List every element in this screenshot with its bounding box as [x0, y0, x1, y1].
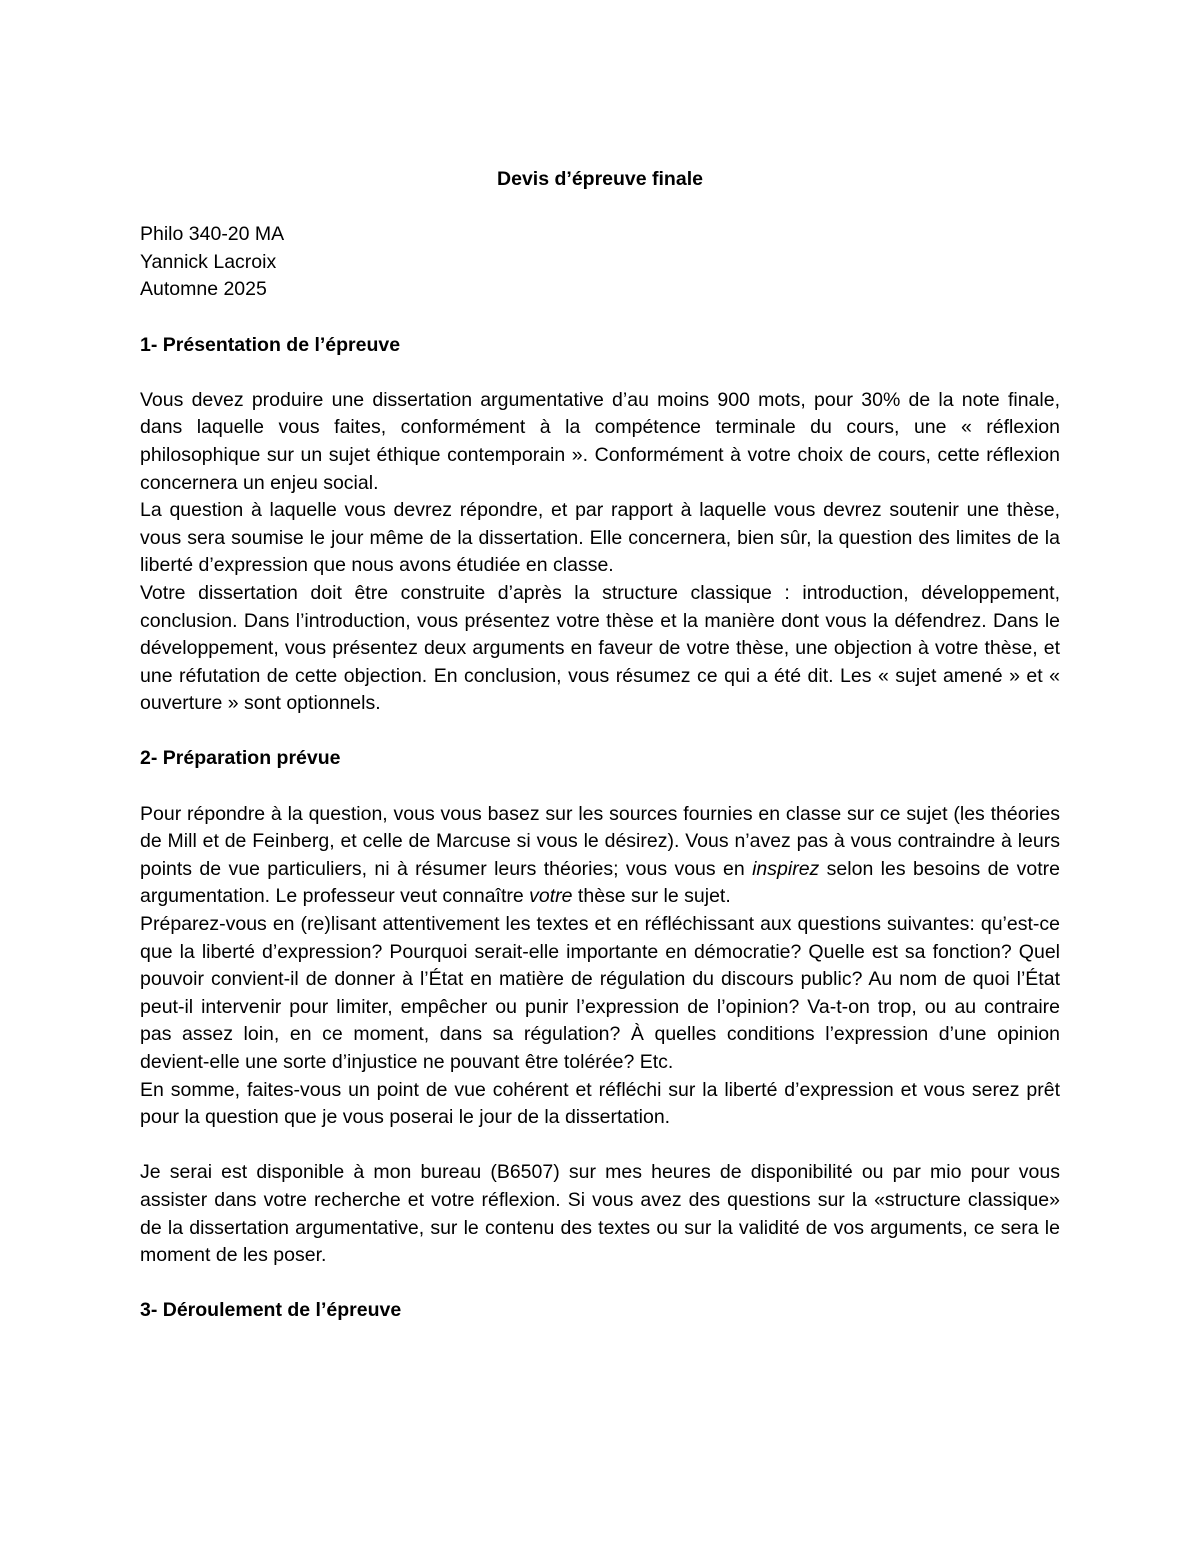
paragraph: La question à laquelle vous devrez répondre, et par rapport à laquelle vous devrez soutenir une thèse, vous sera soumise le jour même de la dissertation. Elle concernera, bien sûr, la question des limites de la liberté d’expression que nous avons étudiée en classe. — [140, 499, 1060, 577]
text-run: Pour répondre à la question, vous vous basez sur les sources fournies en classe sur ce sujet (les théories de Mill et de Feinberg, et celle de Marcuse si vous le désirez). Vous n’avez pas à vous contraindre à leurs points de vue particuliers, ni à résumer leurs théories; vous vous en — [140, 802, 1060, 880]
blank-line — [140, 1270, 1060, 1298]
section-heading-deroulement: 3- Déroulement de l’épreuve — [140, 1299, 402, 1322]
paragraph: En somme, faites-vous un point de vue cohérent et réfléchi sur la liberté d’expression et vous serez prêt pour la question que je vous poserai le jour de la dissertation. — [140, 1078, 1060, 1129]
paragraph: Je serai est disponible à mon bureau (B6507) sur mes heures de disponibilité ou par mio pour vous assister dans votre recherche et votre réflexion. Si vous avez des questions sur la «structure classique» de la dissertation argumentative, sur le contenu des textes ou sur la validité de vos arguments, ce sera le moment de les poser. — [140, 1161, 1060, 1267]
paragraph: Votre dissertation doit être construite d’après la structure classique : introduction, développement, conclusion. Dans l’introduction, vous présentez votre thèse et la manière dont vous la défendrez. Dans le développement, vous présentez deux arguments en faveur de votre thèse, une objection à votre thèse, et une réfutation de cette objection. En conclusion, vous résumez ce qui a été dit. Les « sujet amené » et « ouverture » sont optionnels. — [140, 581, 1060, 715]
blank-line — [140, 1132, 1060, 1160]
paragraph: Vous devez produire une dissertation argumentative d’au moins 900 mots, pour 30% de la note finale, dans laquelle vous faites, conformément à la compétence terminale du cours, une « réflexion philosophique sur un sujet éthique contemporain ». Conformément à votre choix de cours, cette réflexion concernera un enjeu social. — [140, 388, 1060, 494]
section-heading-preparation: 2- Préparation prévue — [140, 747, 341, 770]
text-run: thèse sur le sujet. — [572, 885, 731, 908]
text-run: selon les besoins de votre argumentation. Le professeur veut connaître — [140, 857, 1060, 908]
section-heading-presentation: 1- Présentation de l’épreuve — [140, 333, 401, 356]
document-page — [140, 166, 1060, 1353]
section-body-preparation — [140, 801, 1060, 1298]
section-body-presentation — [140, 387, 1060, 718]
document-title: Devis d’épreuve finale — [497, 168, 703, 190]
course-meta — [140, 221, 1060, 304]
emphasis-text: votre — [529, 885, 573, 908]
instructor-name: Yannick Lacroix — [140, 250, 277, 273]
paragraph: Préparez-vous en (re)lisant attentivement les textes et en réfléchissant aux questions suivantes: qu’est-ce que la liberté d’expression? Pourquoi serait-elle importante en démocratie? Quelle est sa fonction? Quel pouvoir convient-il de donner à l’État en matière de régulation du discours public? Au nom de quoi l’État peut-il intervenir pour limiter, empêcher ou punir l’expression de l’opinion? Va-t-on trop, ou au contraire pas assez loin, en ce moment, dans sa régulation? À quelles conditions l’expression d’une opinion devient-elle une sorte d’injustice ne pouvant être tolérée? Etc. — [140, 913, 1060, 1073]
emphasis-text: inspirez — [752, 857, 820, 880]
term: Automne 2025 — [140, 278, 267, 301]
course-code: Philo 340-20 MA — [140, 223, 285, 246]
paragraph — [140, 801, 1060, 911]
